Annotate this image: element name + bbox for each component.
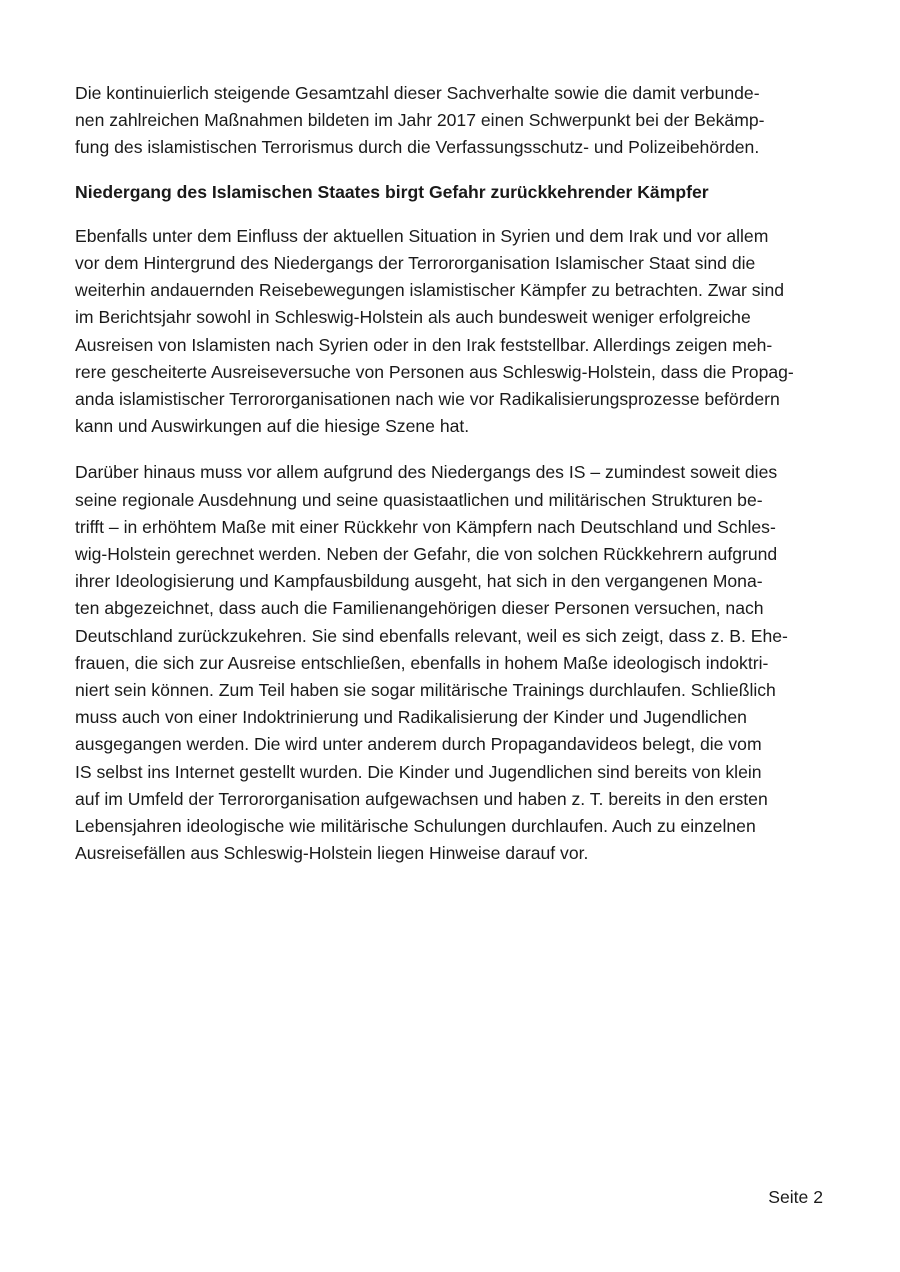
document-body: [75, 80, 823, 867]
text-line: trifft – in erhöhtem Maße mit einer Rückkehr von Kämpfern nach Deutschland und Schles-: [75, 516, 776, 537]
text-line: fung des islamistischen Terrorismus durch die Verfassungsschutz- und Polizeibehörden.: [75, 137, 760, 158]
text-line: frauen, die sich zur Ausreise entschließen, ebenfalls in hohem Maße ideologisch indoktri-: [75, 652, 769, 673]
page-number: Seite 2: [768, 1187, 823, 1207]
text-line: im Berichtsjahr sowohl in Schleswig-Holstein als auch bundesweit weniger erfolgreiche: [75, 307, 751, 328]
text-line: ihrer Ideologisierung und Kampfausbildung ausgeht, hat sich in den vergangenen Mona-: [75, 571, 763, 592]
section-heading: Niedergang des Islamischen Staates birgt Gefahr zurückkehrender Kämpfer: [75, 181, 709, 202]
text-line: seine regionale Ausdehnung und seine quasistaatlichen und militärischen Strukturen be-: [75, 489, 763, 510]
paragraph-returnees: [75, 459, 823, 867]
text-line: auf im Umfeld der Terrororganisation aufgewachsen und haben z. T. bereits in den ersten: [75, 788, 768, 809]
text-line: Ausreisen von Islamisten nach Syrien oder in den Irak feststellbar. Allerdings zeigen meh-: [75, 334, 773, 355]
text-line: Darüber hinaus muss vor allem aufgrund des Niedergangs des IS – zumindest soweit dies: [75, 462, 778, 483]
text-line: IS selbst ins Internet gestellt wurden. Die Kinder und Jugendlichen sind bereits von klein: [75, 761, 762, 782]
text-line: vor dem Hintergrund des Niedergangs der Terrororganisation Islamischer Staat sind die: [75, 253, 756, 274]
text-line: anda islamistischer Terrororganisationen nach wie vor Radikalisierungsprozesse befördern: [75, 389, 780, 410]
text-line: Deutschland zurückzukehren. Sie sind ebenfalls relevant, weil es sich zeigt, dass z. B. Ehe-: [75, 625, 788, 646]
text-line: ausgegangen werden. Die wird unter anderem durch Propagandavideos belegt, die vom: [75, 734, 762, 755]
text-line: muss auch von einer Indoktrinierung und Radikalisierung der Kinder und Jugendlichen: [75, 707, 747, 728]
text-line: Ausreisefällen aus Schleswig-Holstein liegen Hinweise darauf vor.: [75, 843, 589, 864]
text-line: rere gescheiterte Ausreiseversuche von Personen aus Schleswig-Holstein, dass die Propag-: [75, 361, 794, 382]
paragraph-intro: [75, 80, 823, 162]
text-line: kann und Auswirkungen auf die hiesige Szene hat.: [75, 416, 470, 437]
paragraph-travel-movements: [75, 223, 823, 441]
text-line: Die kontinuierlich steigende Gesamtzahl dieser Sachverhalte sowie die damit verbunde-: [75, 83, 760, 103]
text-line: weiterhin andauernden Reisebewegungen islamistischer Kämpfer zu betrachten. Zwar sind: [75, 280, 785, 301]
text-line: niert sein können. Zum Teil haben sie sogar militärische Trainings durchlaufen. Schließlich: [75, 680, 776, 701]
text-line: Lebensjahren ideologische wie militärische Schulungen durchlaufen. Auch zu einzelnen: [75, 816, 756, 837]
text-line: Ebenfalls unter dem Einfluss der aktuellen Situation in Syrien und dem Irak und vor allem: [75, 225, 769, 246]
text-line: ten abgezeichnet, dass auch die Familienangehörigen dieser Personen versuchen, nach: [75, 598, 764, 619]
text-line: nen zahlreichen Maßnahmen bildeten im Jahr 2017 einen Schwerpunkt bei der Bekämp-: [75, 110, 765, 131]
text-line: wig-Holstein gerechnet werden. Neben der Gefahr, die von solchen Rückkehrern aufgrund: [75, 544, 778, 565]
